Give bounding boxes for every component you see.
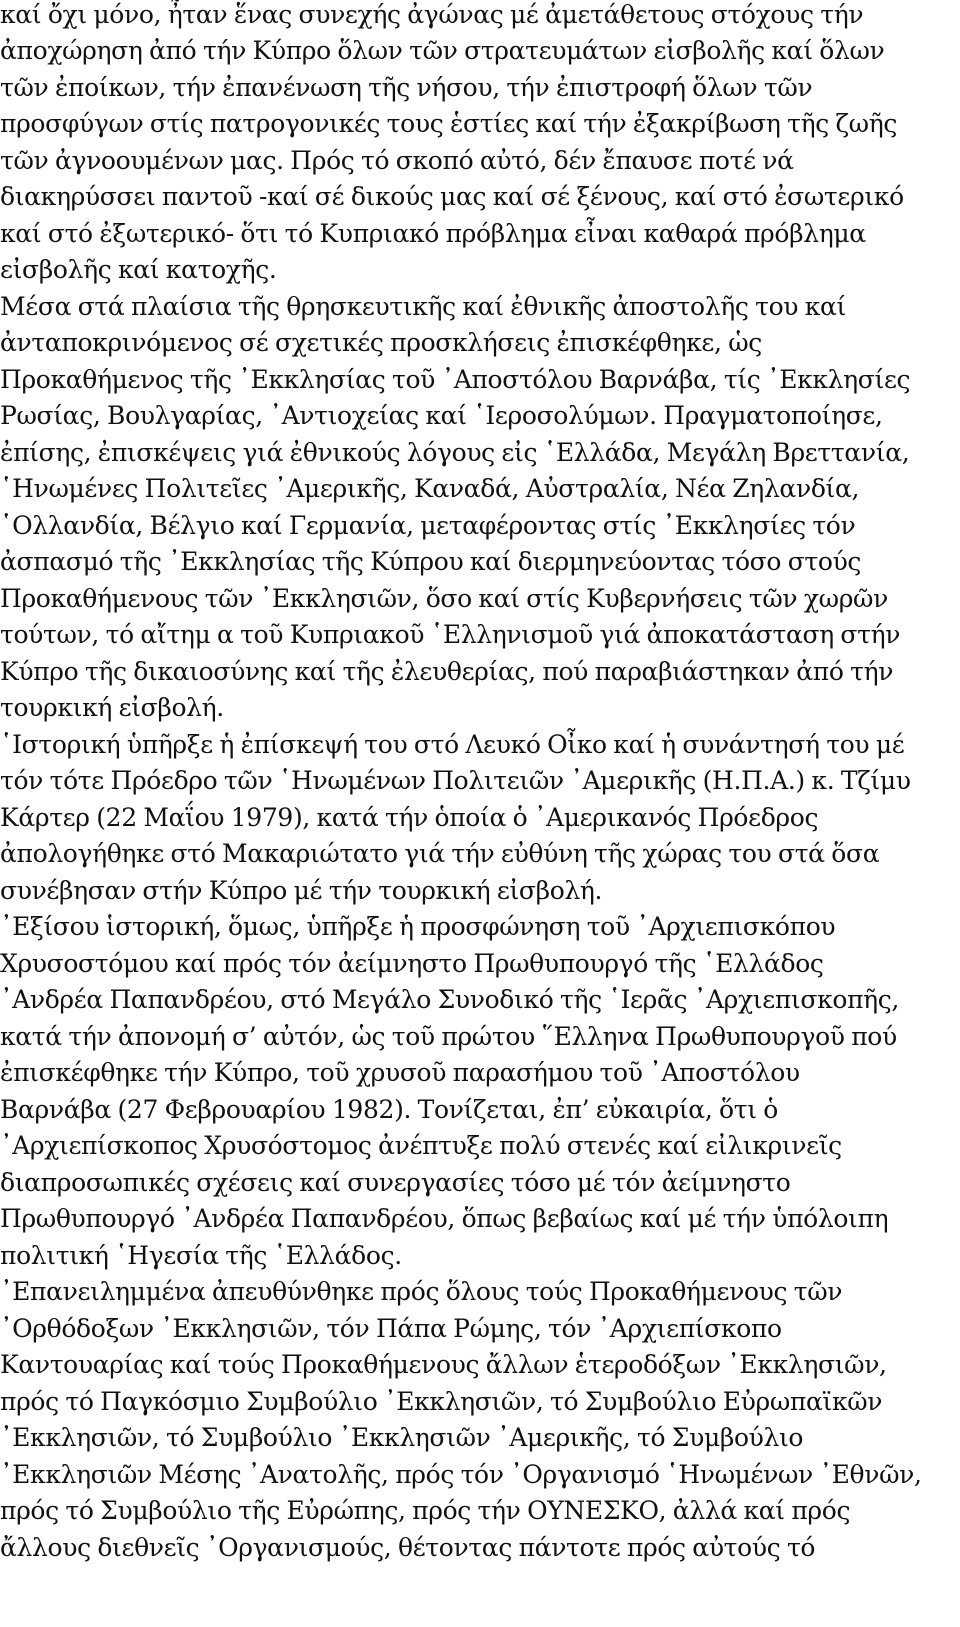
text-line: τούτων, τό αἴτημ α τοῦ Κυπριακοῦ ῾Ελληνισμοῦ γιά ἀποκατάσταση στήν <box>0 620 901 649</box>
text-line: ἐπισκέφθηκε τήν Κύπρο, τοῦ χρυσοῦ παρασήμου τοῦ ᾿Αποστόλου <box>0 1058 800 1087</box>
text-line: πρός τό Παγκόσμιο Συμβούλιο ᾿Εκκλησιῶν, τό Συμβούλιο Εὐρωπαϊκῶν <box>0 1387 883 1416</box>
text-line: ᾿Αρχιεπίσκοπος Χρυσόστομος ἀνέπτυξε πολύ στενές καί εἰλικρινεῖς <box>0 1131 842 1160</box>
text-line: Προκαθήμενος τῆς ᾿Εκκλησίας τοῦ ᾿Αποστόλου Βαρνάβα, τίς ᾿Εκκλησίες <box>0 365 911 394</box>
text-line: Καντουαρίας καί τούς Προκαθήμενους ἄλλων ἑτεροδόξων ᾿Εκκλησιῶν, <box>0 1350 887 1379</box>
text-line: Βαρνάβα (27 Φεβρουαρίου 1982). Τονίζεται, ἐπ’ εὐκαιρία, ὅτι ὁ <box>0 1095 778 1124</box>
text-line: Μέσα στά πλαίσια τῆς θρησκευτικῆς καί ἐθνικῆς ἀποστολῆς του καί <box>0 292 846 321</box>
text-line: προσφύγων στίς πατρογονικές τους ἑστίες καί τήν ἐξακρίβωση τῆς ζωῆς <box>0 109 897 138</box>
text-line: ἄλλους διεθνεῖς ᾿Οργανισμούς, θέτοντας πάντοτε πρός αὐτούς τό <box>0 1533 816 1562</box>
text-line: Πρωθυπουργό ᾿Ανδρέα Παπανδρέου, ὅπως βεβαίως καί μέ τήν ὑπόλοιπη <box>0 1204 889 1233</box>
text-line: τόν τότε Πρόεδρο τῶν ῾Ηνωμένων Πολιτειῶν ᾿Αμερικῆς (Η.Π.Α.) κ. Τζίμυ <box>0 766 911 795</box>
text-line: ᾿Εξίσου ἱστορική, ὅμως, ὑπῆρξε ἡ προσφώνηση τοῦ ᾿Αρχιεπισκόπου <box>0 912 836 941</box>
text-line: ῾Ιστορική ὑπῆρξε ἡ ἐπίσκεψή του στό Λευκό Οἶκο καί ἡ συνάντησή του μέ <box>0 730 905 759</box>
text-line: καί στό ἐξωτερικό- ὅτι τό Κυπριακό πρόβλημα εἶναι καθαρά πρόβλημα <box>0 219 866 248</box>
text-line: Κάρτερ (22 Μαΐου 1979), κατά τήν ὁποία ὁ ᾿Αμερικανός Πρόεδρος <box>0 803 819 832</box>
text-line: ἀσπασμό τῆς ᾿Εκκλησίας τῆς Κύπρου καί διερμηνεύοντας τόσο στούς <box>0 547 862 576</box>
text-line: Χρυσοστόμου καί πρός τόν ἀείμνηστο Πρωθυπουργό τῆς ῾Ελλάδος <box>0 949 824 978</box>
text-line: ἐπίσης, ἐπισκέψεις γιά ἐθνικούς λόγους εἰς ῾Ελλάδα, Μεγάλη Βρεττανία, <box>0 438 910 467</box>
text-line: τουρκική εἰσβολή. <box>0 693 224 722</box>
text-line: Προκαθήμενους τῶν ᾿Εκκλησιῶν, ὅσο καί στίς Κυβερνήσεις τῶν χωρῶν <box>0 584 888 613</box>
text-line: εἰσβολῆς καί κατοχῆς. <box>0 255 277 284</box>
text-line: τῶν ἐποίκων, τήν ἐπανένωση τῆς νήσου, τήν ἐπιστροφή ὅλων τῶν <box>0 73 813 102</box>
text-line: ἀπολογήθηκε στό Μακαριώτατο γιά τήν εὐθύνη τῆς χώρας του στά ὅσα <box>0 839 880 868</box>
text-line: Κύπρο τῆς δικαιοσύνης καί τῆς ἐλευθερίας, πού παραβιάστηκαν ἀπό τήν <box>0 657 894 686</box>
text-line: συνέβησαν στήν Κύπρο μέ τήν τουρκική εἰσβολή. <box>0 876 603 905</box>
text-line: διαπροσωπικές σχέσεις καί συνεργασίες τόσο μέ τόν ἀείμνηστο <box>0 1168 791 1197</box>
text-line: Ρωσίας, Βουλγαρίας, ᾿Αντιοχείας καί ῾Ιεροσολύμων. Πραγματοποίησε, <box>0 401 883 430</box>
text-line: ᾿Ορθόδοξων ᾿Εκκλησιῶν, τόν Πάπα Ρώμης, τόν ᾿Αρχιεπίσκοπο <box>0 1314 782 1343</box>
text-line: τῶν ἀγνοουμένων μας. Πρός τό σκοπό αὐτό, δέν ἔπαυσε ποτέ νά <box>0 146 794 175</box>
text-line: ᾿Ανδρέα Παπανδρέου, στό Μεγάλο Συνοδικό τῆς ῾Ιερᾶς ᾿Αρχιεπισκοπῆς, <box>0 985 900 1014</box>
text-line: ἀνταποκρινόμενος σέ σχετικές προσκλήσεις ἐπισκέφθηκε, ὡς <box>0 328 762 357</box>
text-line: πρός τό Συμβούλιο τῆς Εὐρώπης, πρός τήν ΟΥΝΕΣΚΟ, ἀλλά καί πρός <box>0 1496 851 1525</box>
text-line: ἀποχώρηση ἀπό τήν Κύπρο ὅλων τῶν στρατευμάτων εἰσβολῆς καί ὅλων <box>0 36 885 65</box>
text-line: ῾Ηνωμένες Πολιτεῖες ᾿Αμερικῆς, Καναδά, Αὐστραλία, Νέα Ζηλανδία, <box>0 474 860 503</box>
text-line: ᾿Εκκλησιῶν, τό Συμβούλιο ᾿Εκκλησιῶν ᾿Αμερικῆς, τό Συμβούλιο <box>0 1423 804 1452</box>
text-line: ᾿Εκκλησιῶν Μέσης ᾿Ανατολῆς, πρός τόν ᾿Οργανισμό ῾Ηνωμένων ᾿Εθνῶν, <box>0 1460 922 1489</box>
text-line: ᾿Επανειλημμένα ἀπευθύνθηκε πρός ὅλους τούς Προκαθήμενους τῶν <box>0 1277 843 1306</box>
text-line: πολιτική ῾Ηγεσία τῆς ῾Ελλάδος. <box>0 1241 402 1270</box>
text-line: καί ὄχι μόνο, ἦταν ἕνας συνεχής ἀγώνας μέ ἀμετάθετους στόχους τήν <box>0 0 864 29</box>
text-line: ῾Ολλανδία, Βέλγιο καί Γερμανία, μεταφέροντας στίς ᾿Εκκλησίες τόν <box>0 511 856 540</box>
text-line: διακηρύσσει παντοῦ -καί σέ δικούς μας καί σέ ξένους, καί στό ἐσωτερικό <box>0 182 904 211</box>
text-line: κατά τήν ἀπονομή σ’ αὐτόν, ὡς τοῦ πρώτου ῞Ελληνα Πρωθυπουργοῦ πού <box>0 1022 897 1051</box>
